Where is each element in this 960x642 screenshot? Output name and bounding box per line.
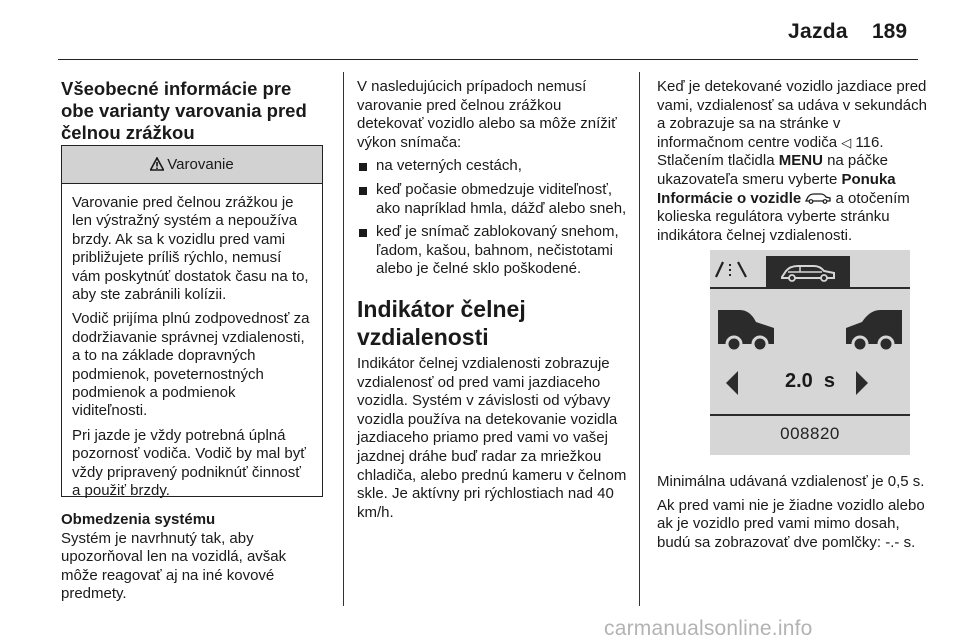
warning-box xyxy=(61,145,323,500)
watermark: carmanualsonline.info xyxy=(604,617,813,640)
list-item: na veterných cestách, xyxy=(357,157,627,176)
menu-item-label: Ponuka Informácie o vozidle xyxy=(657,170,896,207)
general-info-heading: Všeobecné informácie pre obe varianty varovania pred čelnou zrážkou xyxy=(61,78,307,143)
page-ref-arrow-icon: ◁ xyxy=(841,134,852,150)
section-title: Jazda xyxy=(788,20,848,43)
text-span: Keď je detekované vozidlo jazdiace pred vami, vzdialenosť sa udáva v sekundách a zobrazuje sa na stránke v informačnom centre vodiča xyxy=(657,78,927,151)
limitations-list xyxy=(357,157,627,279)
right-column-bottom xyxy=(657,473,927,552)
page-reference: 116. xyxy=(855,133,884,151)
own-vehicle-icon xyxy=(846,310,902,351)
limits-section xyxy=(61,511,326,604)
vehicle-info-icon xyxy=(805,193,831,204)
warning-header xyxy=(62,146,322,184)
page-number: 189 xyxy=(872,20,908,43)
column-divider-1 xyxy=(343,72,344,606)
warning-paragraph: Varovanie pred čelnou zrážkou je len výstražný systém a nepoužíva brzdy. Ak sa k vozidlu pred vami približujete príliš rýchlo, nemusí vám poskytnúť dostatok času na to, aby ste zabránili kolízii. xyxy=(72,194,309,304)
menu-button-label: MENU xyxy=(778,152,823,170)
distance-indicator-text: Indikátor čelnej vzdialenosti zobrazuje vzdialenosť od pred vami jazdiaceho vozidla. Systém v závislosti od výbavy vozidla používa na detekovanie vozidla jazdiaceho priamo pred vami vo vašej jazdnej dráhe buď radar za mriežkou chladiča, alebo prednú kameru v čelnom skle. Je aktívny pri rýchlostiach nad 40 km/h. xyxy=(357,354,627,521)
limitations-intro: V nasledujúcich prípadoch nemusí varovanie pred čelnou zrážkou detekovať vozidlo alebo sa môže znížiť výkon snímača: xyxy=(357,78,617,151)
no-vehicle-text: Ak pred vami nie je žiadne vozidlo alebo ak je vozidlo pred vami mimo dosah, budú sa zobrazovať dve pomlčky: -.- s. xyxy=(657,496,925,551)
vehicle-ahead-icon xyxy=(718,310,774,351)
column-divider-2 xyxy=(639,72,640,606)
text-span: na páčke ukazovateľa smeru vyberte xyxy=(657,152,888,188)
warning-body xyxy=(62,184,322,501)
list-item: keď počasie obmedzuje viditeľnosť, ako napríklad hmla, dážď alebo sneh, xyxy=(357,181,627,218)
distance-display-description xyxy=(657,78,927,245)
list-item: keď je snímač zablokovaný snehom, ľadom, kašou, bahnom, nečistotami alebo je čelné sklo poškodené. xyxy=(357,223,627,279)
text-span: Stlačením tlačidla xyxy=(657,152,779,170)
warning-triangle-icon xyxy=(150,157,164,171)
warning-paragraph: Pri jazde je vždy potrebná úplná pozornosť vodiča. Vodič by mal byť vždy pripravený podniknúť činnosť a použiť brzdy. xyxy=(72,426,306,500)
limits-heading: Obmedzenia systému xyxy=(61,511,216,528)
warning-label: Varovanie xyxy=(167,156,234,173)
distance-indicator-heading: Indikátor čelnej vzdialenosti xyxy=(357,295,526,350)
distance-indicator-display xyxy=(710,250,910,455)
text-span: a otočením kolieska regulátora vyberte stránku indikátora čelnej vzdialenosti. xyxy=(657,189,910,244)
header-rule xyxy=(58,59,918,60)
warning-paragraph: Vodič prijíma plnú zodpovednosť za dodržiavanie správnej vzdialenosti, a to na základe dopravných podmienok, poveternostných podmienok a podmienok viditeľnosti. xyxy=(72,310,310,420)
middle-column xyxy=(357,78,627,522)
min-distance-text: Minimálna udávaná vzdialenosť je 0,5 s. xyxy=(657,473,925,490)
limits-text: Systém je navrhnutý tak, aby upozorňoval len na vozidlá, avšak môže reagovať aj na iné kovové predmety. xyxy=(61,529,287,603)
odometer-value: 008820 xyxy=(780,424,840,443)
right-column xyxy=(657,78,927,250)
left-column xyxy=(61,78,326,144)
distance-value: 2.0 s xyxy=(784,370,836,392)
